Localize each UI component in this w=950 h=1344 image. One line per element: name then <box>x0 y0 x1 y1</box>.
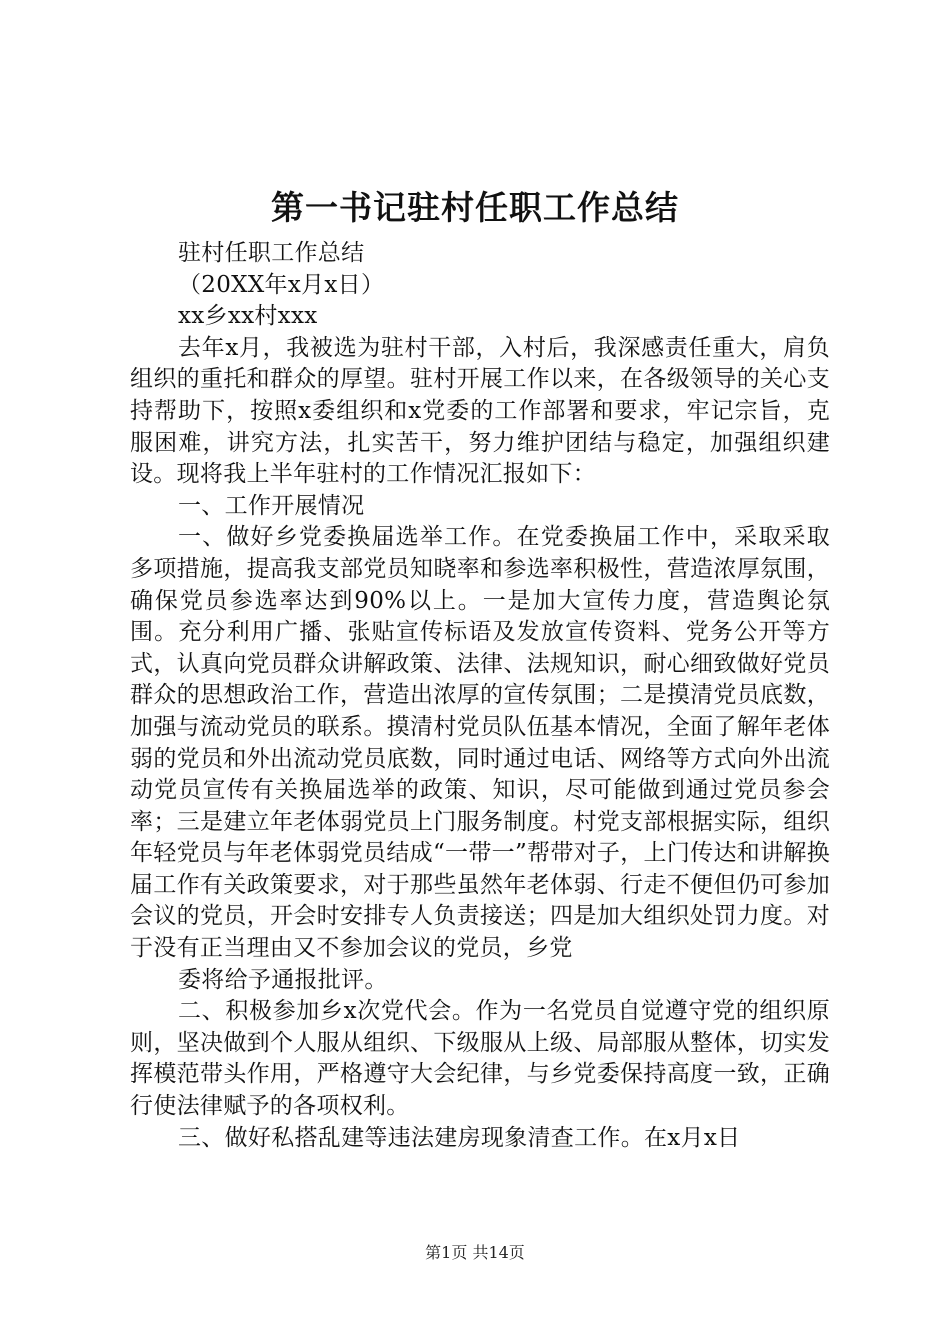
paragraph-party-congress: 二、积极参加乡x次党代会。作为一名党员自觉遵守党的组织原则，坚决做到个人服从组织、下级服从上级、局部服从整体，切实发挥模范带头作用，严格遵守大会纪律，与乡党委保持高度一致，正确行使法律赋予的各项权利。 <box>130 998 830 1120</box>
author-line: xx乡xx村xxx <box>178 303 318 330</box>
document-body <box>130 238 830 1154</box>
paragraph-election-work: 一、做好乡党委换届选举工作。在党委换届工作中，采取采取多项措施，提高我支部党员知晓率和参选率积极性，营造浓厚氛围，确保党员参选率达到90%以上。一是加大宣传力度，营造舆论氛围。充分利用广播、张贴宣传标语及发放宣传资料、党务公开等方式，认真向党员群众讲解政策、法律、法规知识，耐心细致做好党员群众的思想政治工作，营造出浓厚的宣传氛围；二是摸清党员底数，加强与流动党员的联系。摸清村党员队伍基本情况，全面了解年老体弱的党员和外出流动党员底数，同时通过电话、网络等方式向外出流动党员宣传有关换届选举的政策、知识，尽可能做到通过党员参会率；三是建立年老体弱党员上门服务制度。村党支部根据实际，组织年轻党员与年老体弱党员结成“一带一”帮带对子，上门传达和讲解换届工作有关政策要求，对于那些虽然年老体弱、行走不便但仍可参加会议的党员，开会时安排专人负责接送；四是加大组织处罚力度。对于没有正当理由又不参加会议的党员，乡党 <box>130 524 830 962</box>
paragraph-illegal-construction: 三、做好私搭乱建等违法建房现象清查工作。在x月x日 <box>178 1124 741 1151</box>
date-line: （20XX年x月x日） <box>178 271 385 298</box>
subtitle-line: 驻村任职工作总结 <box>178 240 365 266</box>
document-title: 第一书记驻村任职工作总结 <box>271 188 679 227</box>
section-heading: 一、工作开展情况 <box>178 492 365 519</box>
page-number-footer: 第1页 共14页 <box>425 1243 525 1262</box>
paragraph-election-work-end: 委将给予通报批评。 <box>178 966 388 993</box>
intro-paragraph: 去年x月，我被选为驻村干部，入村后，我深感责任重大，肩负组织的重托和群众的厚望。驻村开展工作以来，在各级领导的关心支持帮助下，按照x委组织和x党委的工作部署和要求，牢记宗旨，克服困难，讲究方法，扎实苦干，努力维护团结与稳定，加强组织建设。现将我上半年驻村的工作情况汇报如下： <box>130 334 830 488</box>
